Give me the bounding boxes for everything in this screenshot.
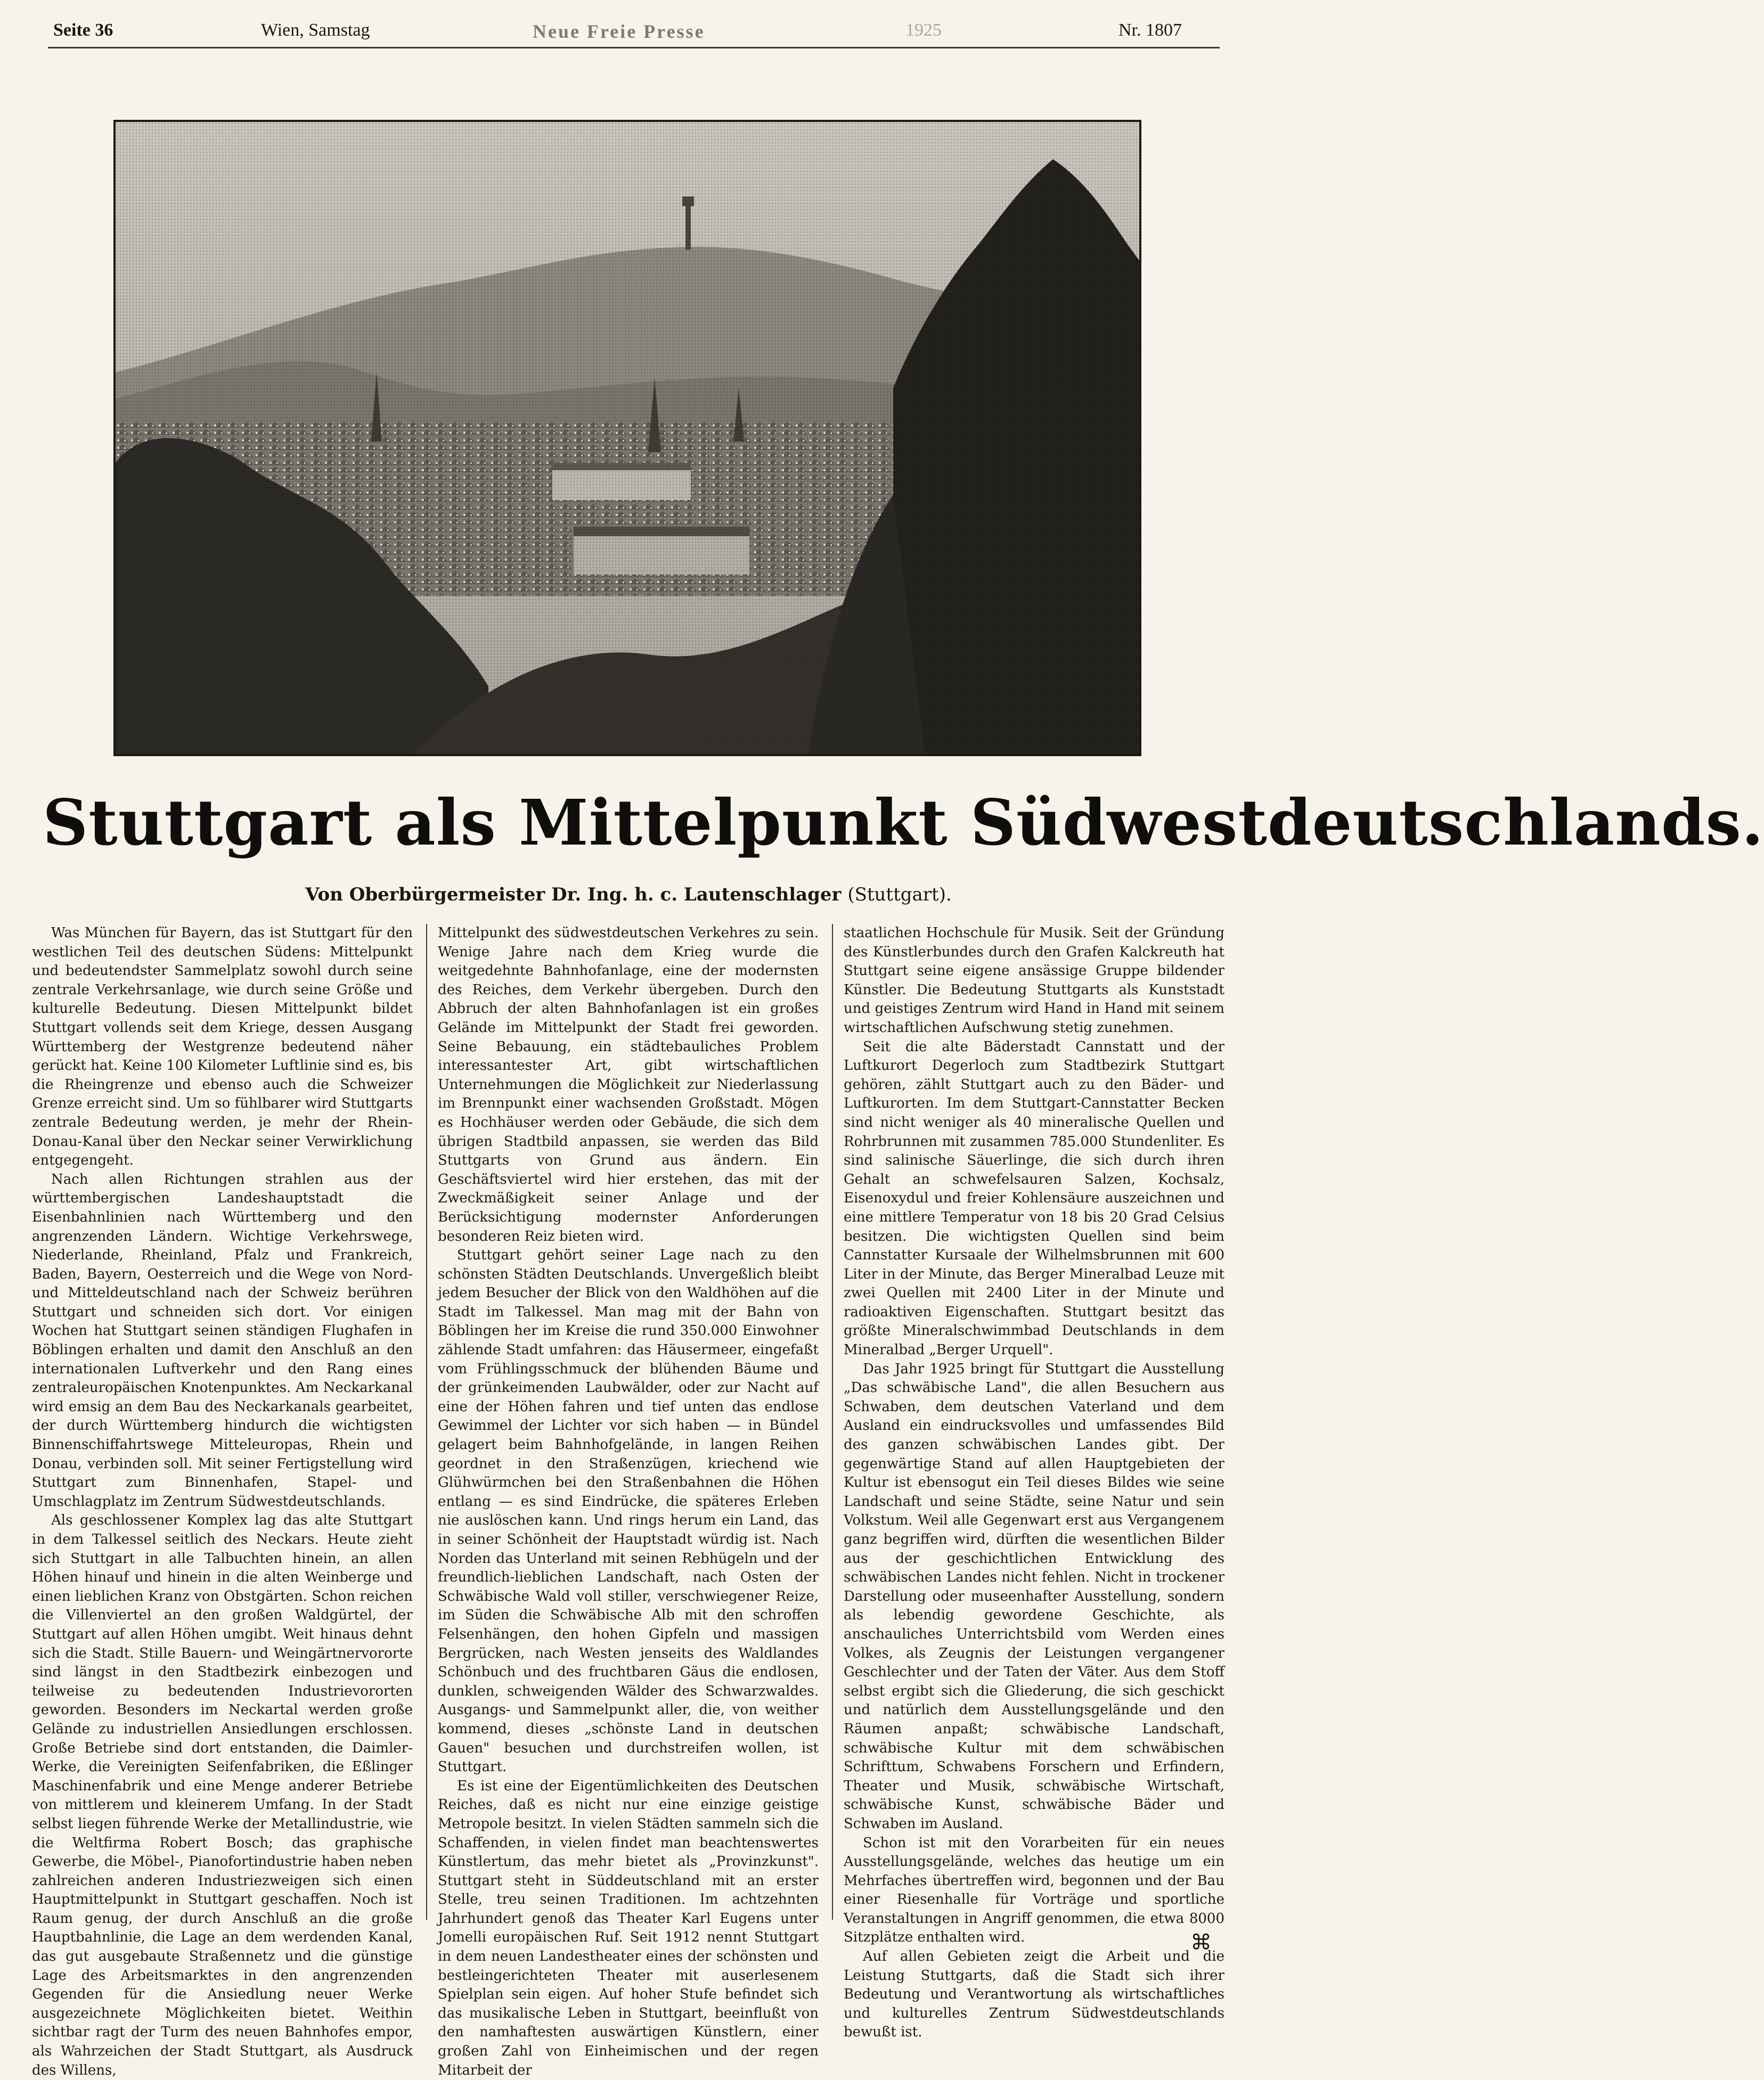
masthead-rule [48, 47, 1220, 48]
article-body [32, 924, 1236, 2078]
place-and-day: Wien, Samstag [261, 20, 370, 40]
byline [43, 884, 1214, 905]
paragraph: Mittelpunkt des südwestdeutschen Verkehres zu sein. Wenige Jahre nach dem Krieg wurde die weitgedehnte Bahnhofanlage, eine der modernsten des Reiches, dem Verkehr übergeben. Durch den Abbruch der alten Bahnhofanlagen ist ein großes Gelände im Mittelpunkt der Stadt frei geworden. Seine Bebauung, ein städtebauliches Problem interessantester Art, gibt wirtschaftlichen Unternehmungen die Möglichkeit zur Niederlassung im Brennpunkt einer wachsenden Großstadt. Mögen es Hochhäuser werden oder Gebäude, die sich dem übrigen Stadtbild anpassen, sie werden das Bild Stuttgarts von Grund aus ändern. Ein Geschäftsviertel wird hier erstehen, das mit der Zweckmäßigkeit seiner Anlage und der Berücksichtigung modernster Anforderungen besonderen Reiz bieten wird. [438, 925, 819, 1244]
paragraph: Nach allen Richtungen strahlen aus der württembergischen Landeshauptstadt die Eisenbahnlinien nach Württemberg und den angrenzenden Ländern. Wichtige Verkehrswege, Niederlande, Rheinland, Pfalz und Frankreich, Baden, Bayern, Oesterreich und die Wege von Nord- und Mitteldeutschland nach der Schweiz berühren Stuttgart und schneiden sich dort. Vor einigen Wochen hat Stuttgart seinen ständigen Flughafen in Böblingen erhalten und damit den Anschluß an den internationalen Luftverkehr und den Rang eines zentraleuropäischen Knotenpunktes. Am Neckarkanal wird emsig an dem Bau des Neckarkanals gearbeitet, der durch Württemberg hindurch die wichtigsten Binnenschiffahrtswege Mitteleuropas, Rhein und Donau, verbinden soll. Mit seiner Fertigstellung wird Stuttgart zum Binnenhafen, Stapel- und Umschlagplatz im Zentrum Südwestdeutschlands. [32, 1171, 413, 1510]
paragraph: Als geschlossener Komplex lag das alte Stuttgart in dem Talkessel seitlich des Neckars. Heute zieht sich Stuttgart in alle Talbuchten hinein, an allen Höhen hinauf und hinein in die alten Weinberge und einen lieblichen Kranz von Obstgärten. Schon reichen die Villenviertel an den großen Waldgürtel, der Stuttgart auf allen Höhen umgibt. Weit hinaus dehnt sich die Stadt. Stille Bauern- und Weingärtnervororte sind längst in den Stadtbezirk einbezogen und teilweise zu bedeutenden Industrievororten geworden. Besonders im Neckartal werden große Gelände zu industriellen Ansiedlungen erschlossen. Große Betriebe sind dort entstanden, die Daimler-Werke, die Vereinigten Seifenfabriken, die Eßlinger Maschinenfabrik und eine Menge anderer Betriebe von mittlerem und kleinerem Umfang. In der Stadt selbst liegen führende Werke der Metallindustrie, wie die Weltfirma Robert Bosch; das graphische Gewerbe, die Möbel-, Pianofortindustrie haben neben zahlreichen anderen Industriezweigen sich einen Hauptmittelpunkt in Stuttgart geschaffen. Noch ist Raum genug, der durch Anschluß an die große Hauptbahnlinie, die Lage an dem werdenden Kanal, das gut ausgebaute Straßennetz und die günstige Lage des Arbeitsmarktes in den angrenzenden Gegenden für die Ansiedlung neuer Werke ausgezeichnete Möglichkeiten bietet. Weithin sichtbar ragt der Turm des neuen Bahnhofes empor, als Wahrzeichen der Stadt Stuttgart, als Ausdruck des Willens, [32, 1512, 413, 2078]
end-mark-icon: ⌘ [1190, 1930, 1212, 1955]
issue-number: Nr. 1807 [1118, 20, 1182, 40]
article-column-3 [844, 924, 1224, 2041]
column-divider [426, 924, 427, 1920]
byline-author: Oberbürgermeister Dr. Ing. h. c. Lautenschlager [349, 884, 842, 905]
newspaper-title: Neue Freie Presse [533, 21, 705, 42]
page-number: Seite 36 [53, 20, 113, 40]
headline: Stuttgart als Mittelpunkt Südwestdeutschlands. [43, 785, 1764, 859]
article-column-2 [438, 924, 819, 2078]
article-column-1 [32, 924, 413, 2078]
paragraph: Es ist eine der Eigentümlichkeiten des Deutschen Reiches, daß es nicht nur eine einzige geistige Metropole besitzt. In vielen Städten sammeln sich die Schaffenden, in vielen findet man beachtenswertes Künstlertum, das mehr bietet als „Provinzkunst". Stuttgart steht in Süddeutschland mit an erster Stelle, treu seinen Traditionen. Im achtzehnten Jahrhundert genoß das Theater Karl Eugens unter Jomelli europäischen Ruf. Seit 1912 nennt Stuttgart in dem neuen Landestheater eines der schönsten und bestleingerichteten Theater mit auserlesenem Spielplan sein eigen. Auf hoher Stufe befindet sich das musikalische Leben in Stuttgart, beeinflußt von den namhaftesten auswärtigen Künstlern, einer großen Zahl von Einheimischen und der regen Mitarbeit der [438, 1778, 819, 2078]
paragraph: Schon ist mit den Vorarbeiten für ein neues Ausstellungsgelände, welches das heutige um ein Mehrfaches übertreffen wird, begonnen und der Bau einer Riesenhalle für Vorträge und sportliche Veranstaltungen in Angriff genommen, die etwa 8000 Sitzplätze enthalten wird. [844, 1835, 1224, 1946]
paragraph: Auf allen Gebieten zeigt die Arbeit und die Leistung Stuttgarts, daß die Stadt sich ihrer Bedeutung und Verantwortung als wirtschaftliches und kulturelles Zentrum Südwestdeutschlands bewußt ist. [844, 1948, 1224, 2041]
paragraph: staatlichen Hochschule für Musik. Seit der Gründung des Künstlerbundes durch den Grafen Kalckreuth hat Stuttgart seine eigene ansässige Gruppe bildender Künstler. Die Bedeutung Stuttgarts als Kunststadt und geistiges Zentrum wird Hand in Hand mit seinem wirtschaftlichen Aufschwung stetig zunehmen. [844, 925, 1224, 1036]
byline-prefix: Von [305, 884, 343, 905]
masthead [53, 15, 1214, 47]
stuttgart-panorama-photo [113, 120, 1141, 756]
paragraph: Das Jahr 1925 bringt für Stuttgart die Ausstellung „Das schwäbische Land", die allen Besuchern aus Schwaben, dem deutschen Vaterland und dem Ausland ein eindrucksvolles und umfassendes Bild des ganzen schwäbischen Landes gibt. Der gegenwärtige Stand auf allen Hauptgebieten der Kultur ist ebensogut ein Teil dieses Bildes wie seine Landschaft und seine Städte, seine Natur und sein Volkstum. Weil alle Gegenwart erst aus Vergangenem ganz begriffen wird, dürften die wesentlichen Bilder aus der geschichtlichen Entwicklung des schwäbischen Landes nicht fehlen. Nicht in trockener Darstellung oder museenhafter Ausstellung, sondern als lebendig gewordene Geschichte, als anschauliches Unterrichtsbild vom Werden eines Volkes, als Zeugnis der Leistungen vergangener Geschlechter und der Taten der Väter. Aus dem Stoff selbst ergibt sich die Gliederung, die sich geschickt und natürlich dem Ausstellungsgelände und den Räumen anpaßt; schwäbische Landschaft, schwäbische Kultur mit dem schwäbischen Schrifttum, Schwabens Forschern und Erfindern, Theater und Musik, schwäbische Wirtschaft, schwäbische Kunst, schwäbische Bäder und Schwaben im Ausland. [844, 1361, 1224, 1832]
column-divider [832, 924, 833, 1920]
issue-date: 1925 [905, 20, 942, 40]
paragraph: Stuttgart gehört seiner Lage nach zu den schönsten Städten Deutschlands. Unvergeßlich bleibt jedem Besucher der Blick von den Waldhöhen auf die Stadt im Talkessel. Man mag mit der Bahn von Böblingen her im Kreise die rund 350.000 Einwohner zählende Stadt umfahren: das Häusermeer, eingefaßt vom Frühlingsschmuck der blühenden Bäume und der grünkeimenden Laubwälder, oder zur Nacht auf eine der Höhen fahren und tief unten das endlose Gewimmel der Lichter vor sich haben — in Bündel gelagert beim Bahnhofgelände, in langen Reihen geordnet in den Straßenzügen, kriechend wie Glühwürmchen bei den Straßenbahnen die Höhen entlang — es sind Eindrücke, die späteres Erleben nie auslöschen kann. Und rings herum ein Land, das in seiner Schönheit der Hauptstadt würdig ist. Nach Norden das Unterland mit seinen Rebhügeln und der freundlich-lieblichen Landschaft, nach Osten der Schwäbische Wald voll stiller, verschwiegener Reize, im Süden die Schwäbische Alb mit den schroffen Felsenhängen, den hohen Gipfeln und massigen Bergrücken, nach Westen jenseits des Waldlandes Schönbuch und des fruchtbaren Gäus die endlosen, dunklen, schweigenden Wälder des Schwarzwaldes. Ausgangs- und Sammelpunkt aller, die, von weither kommend, dieses „schönste Land in deutschen Gauen" besuchen und durchstreifen wollen, ist Stuttgart. [438, 1247, 819, 1775]
paragraph: Was München für Bayern, das ist Stuttgart für den westlichen Teil des deutschen Südens: Mittelpunkt und bedeutendster Sammelplatz sowohl durch seine zentrale Verkehrsanlage, wie durch seine Größe und kulturelle Bedeutung. Diesen Mittelpunkt bildet Stuttgart vollends seit dem Kriege, dessen Ausgang Württemberg der Westgrenze bedeutend näher gerückt hat. Keine 100 Kilometer Luftlinie sind es, bis die Rheingrenze und ebenso auch die Schweizer Grenze erreicht sind. Um so fühlbarer wird Stuttgarts zentrale Bedeutung werden, je mehr der Rhein-Donau-Kanal über den Neckar seiner Verwirklichung entgegengeht. [32, 925, 413, 1169]
byline-city: (Stuttgart). [847, 884, 952, 905]
stuttgart-panorama-icon [116, 122, 1139, 754]
paragraph: Seit die alte Bäderstadt Cannstatt und der Luftkurort Degerloch zum Stadtbezirk Stuttgart gehören, zählt Stuttgart auch zu den Bäder- und Luftkurorten. Im dem Stuttgart-Cannstatter Becken sind nicht weniger als 40 mineralische Quellen und Rohrbrunnen mit zusammen 785.000 Stundenliter. Es sind salinische Säuerlinge, die sich durch ihren Gehalt an schwefelsauren Salzen, Kochsalz, Eisenoxydul und freier Kohlensäure auszeichnen und eine mittlere Temperatur von 18 bis 20 Grad Celsius besitzen. Die wichtigsten Quellen sind beim Cannstatter Kursaale der Wilhelmsbrunnen mit 600 Liter in der Minute, das Berger Mineralbad Leuze mit zwei Quellen mit 2400 Liter in der Minute und radioaktiven Eigenschaften. Stuttgart besitzt das größte Mineralschwimmbad Deutschlands in dem Mineralbad „Berger Urquell". [844, 1038, 1224, 1358]
